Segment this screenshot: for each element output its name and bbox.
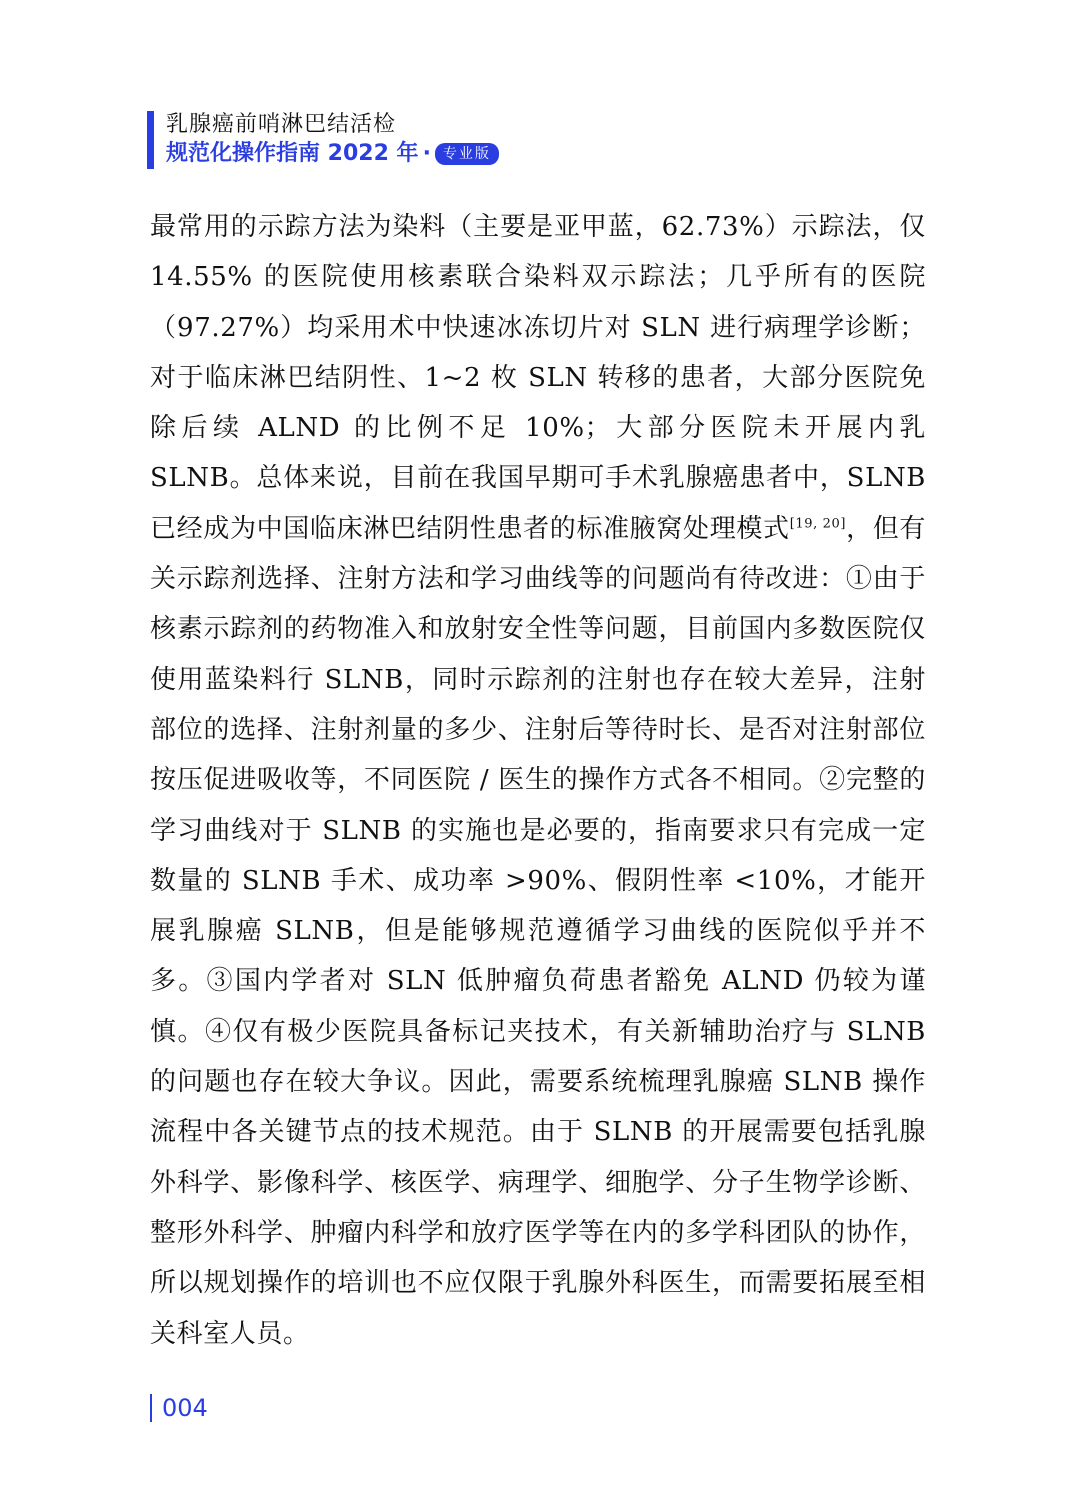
header-title-line1: 乳腺癌前哨淋巴结活检 — [166, 112, 397, 137]
citation-ref: [19, 20] — [789, 516, 847, 532]
body-text-part2: ，但有关示踪剂选择、注射方法和学习曲线等的问题尚有待改进：①由于核素示踪剂的药物准入和放射安全性等问题，目前国内多数医院仅使用蓝染料行 SLNB，同时示踪剂的注射也存在较大差异，注射部位的选择、注射剂量的多少、注射后等待时长、是否对注射部位按压促进吸收等，不同医院 / 医生的操作方式各不相同。②完整的学习曲线对于 SLNB 的实施也是必要的，指南要求只有完成一定数量的 SLNB 手术、成功率 >90%、假阴性率 <10%，才能开展乳腺癌 SLNB，但是能够规范遵循学习曲线的医院似乎并不多。③国内学者对 SLN 低肿瘤负荷患者豁免 ALND 仍较为谨慎。④仅有极少医院具备标记夹技术，有关新辅助治疗与 SLNB 的问题也存在较大争议。因此，需要系统梳理乳腺癌 SLNB 操作流程中各关键节点的技术规范。由于 SLNB 的开展需要包括乳腺外科学、影像科学、核医学、病理学、细胞学、分子生物学诊断、整形外科学、肿瘤内科学和放疗医学等在内的多学科团队的协作，所以规划操作的培训也不应仅限于乳腺外科医生，而需要拓展至相关科室人员。 — [150, 513, 927, 1349]
body-text-part1: 最常用的示踪方法为染料（主要是亚甲蓝，62.73%）示踪法，仅 14.55% 的医院使用核素联合染料双示踪法；几乎所有的医院（97.27%）均采用术中快速冰冻切片对 SLN 进行病理学诊断；对于临床淋巴结阴性、1~2 枚 SLN 转移的患者，大部分医院免除后续 ALND 的比例不足 10%；大部分医院未开展内乳 SLNB。总体来说，目前在我国早期可手术乳腺癌患者中，SLNB 已经成为中国临床淋巴结阴性患者的标准腋窝处理模式 — [150, 212, 926, 544]
page-number: 004 — [150, 1394, 208, 1422]
header-title-line2: 规范化操作指南 2022 年 — [166, 141, 419, 166]
body-paragraph — [150, 202, 926, 1359]
running-header — [147, 111, 499, 169]
header-title-line2-row — [166, 139, 499, 169]
edition-badge: 专业版 — [435, 143, 499, 165]
header-separator: · — [422, 141, 431, 166]
